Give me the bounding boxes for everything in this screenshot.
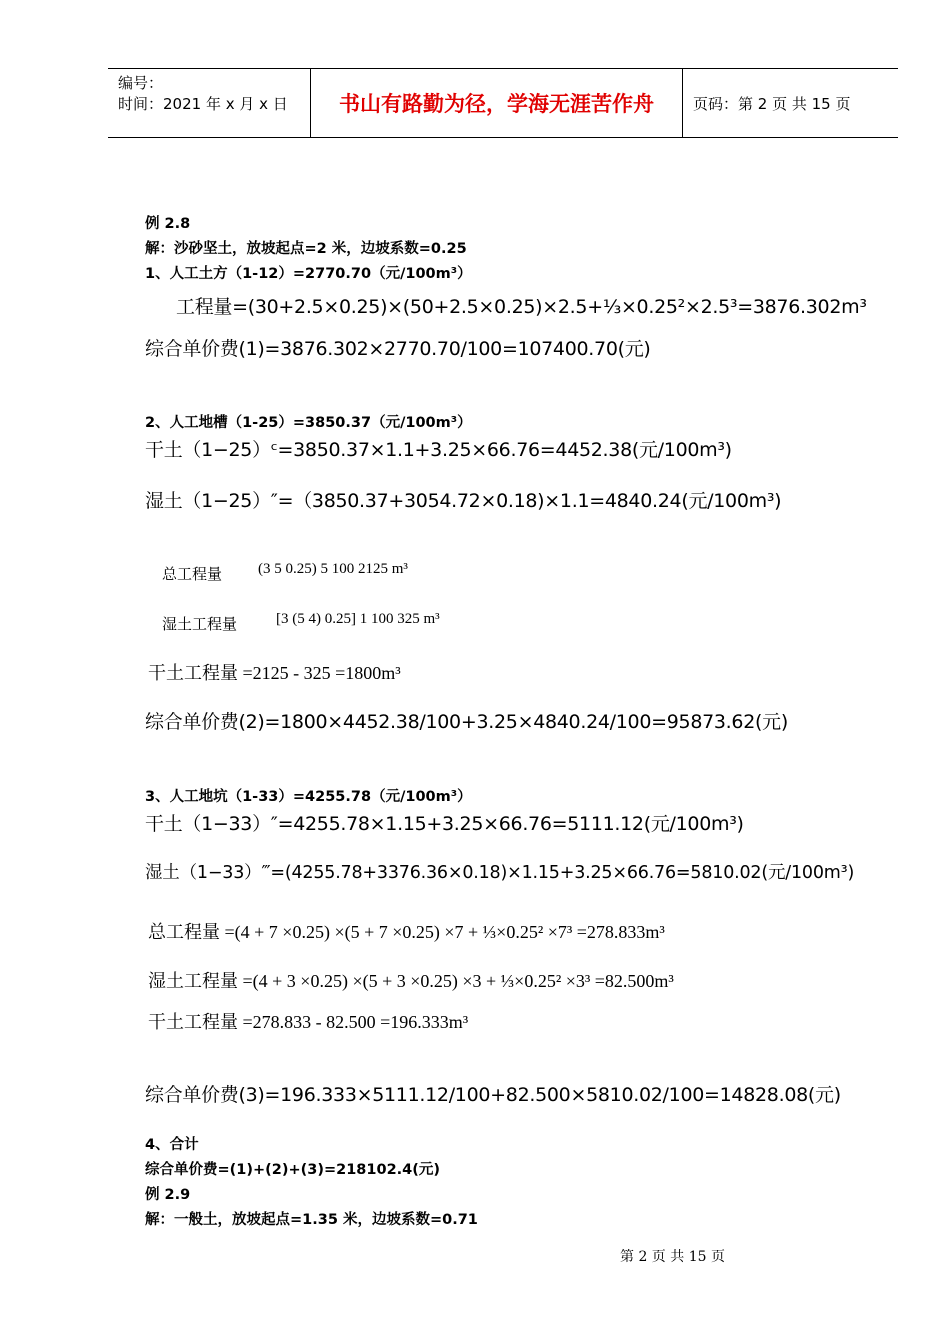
page-header (108, 68, 898, 138)
formula-line: 湿土（1−25）″=（3850.37+3054.72×0.18)×1.1=4840.24(元/100m³) (145, 490, 782, 512)
section-heading: 4、合计 (145, 1137, 199, 1153)
section-heading: 1、人工土方（1-12）=2770.70（元/100m³） (145, 266, 472, 282)
formula-line: 湿土（1−33）‴=(4255.78+3376.36×0.18)×1.15+3.25×66.76=5810.02(元/100m³) (145, 863, 855, 883)
number-label: 编号： (118, 74, 164, 92)
header-page-info: 页码：第 2 页 共 15 页 (693, 95, 851, 113)
formula-label: 湿土工程量 (162, 615, 238, 633)
formula-line: 工程量=(30+2.5×0.25)×(50+2.5×0.25)×2.5+⅓×0.25²×2.5³=3876.302m³ (176, 296, 867, 318)
formula-line: 干土工程量 =2125 - 325 =1800m³ (148, 663, 401, 683)
total-line: 综合单价费=(1)+(2)+(3)=218102.4(元) (145, 1162, 441, 1178)
section-heading: 2、人工地槽（1-25）=3850.37（元/100m³） (145, 415, 472, 431)
formula-value: [3 (5 4) 0.25] 1 100 325 m³ (276, 611, 440, 627)
formula-line: 湿土工程量 =(4 + 3 ×0.25) ×(5 + 3 ×0.25) ×3 + ⅓×0.25² ×3³ =82.500m³ (148, 971, 674, 991)
formula-line: 干土（1−33）″=4255.78×1.15+3.25×66.76=5111.12(元/100m³) (145, 813, 744, 835)
header-meta (118, 73, 288, 115)
formula-line: 综合单价费(3)=196.333×5111.12/100+82.500×5810.02/100=14828.08(元) (145, 1084, 841, 1106)
example-title: 例 2.8 (145, 216, 191, 232)
formula-line: 综合单价费(1)=3876.302×2770.70/100=107400.70(元) (145, 338, 651, 360)
header-divider (682, 69, 683, 137)
footer-page-info: 第 2 页 共 15 页 (620, 1249, 725, 1265)
solution-line: 解：沙砂坚土，放坡起点=2 米，边坡系数=0.25 (145, 241, 467, 257)
time-label: 时间：2021 年 x 月 x 日 (118, 95, 288, 113)
solution-line: 解：一般土，放坡起点=1.35 米，边坡系数=0.71 (145, 1212, 478, 1228)
header-motto: 书山有路勤为径，学海无涯苦作舟 (339, 92, 654, 116)
formula-line: 综合单价费(2)=1800×4452.38/100+3.25×4840.24/100=95873.62(元) (145, 711, 788, 733)
formula-value: (3 5 0.25) 5 100 2125 m³ (258, 561, 408, 577)
formula-line: 干土（1−25）ᶜ=3850.37×1.1+3.25×66.76=4452.38(元/100m³) (145, 439, 732, 461)
section-heading: 3、人工地坑（1-33）=4255.78（元/100m³） (145, 789, 472, 805)
example-title: 例 2.9 (145, 1187, 191, 1203)
formula-line: 干土工程量 =278.833 - 82.500 =196.333m³ (148, 1012, 469, 1032)
formula-line: 总工程量 =(4 + 7 ×0.25) ×(5 + 7 ×0.25) ×7 + ⅓×0.25² ×7³ =278.833m³ (148, 922, 665, 942)
formula-label: 总工程量 (162, 565, 223, 583)
